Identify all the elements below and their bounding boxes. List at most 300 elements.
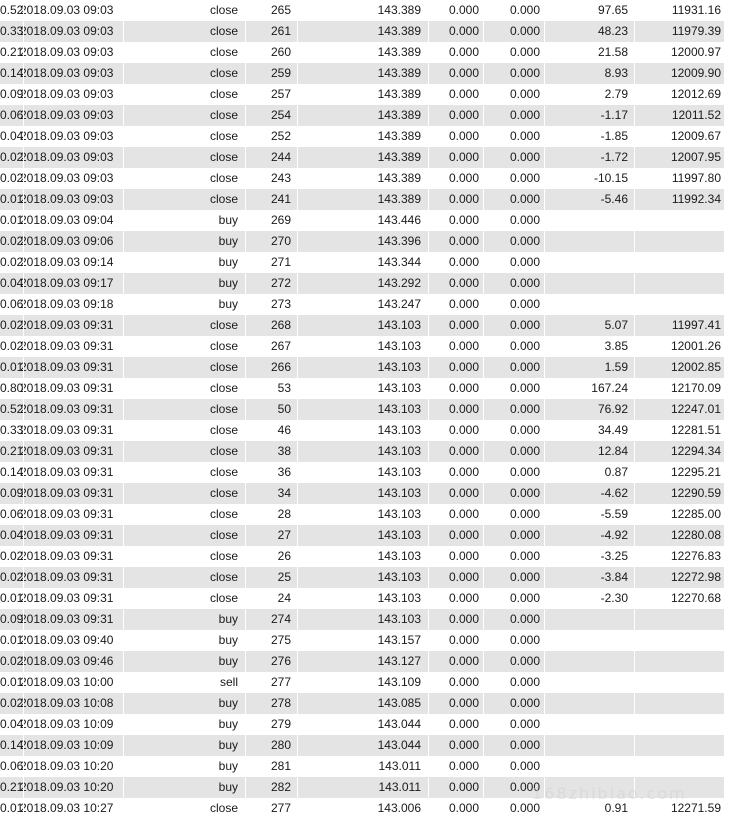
cell-price: 143.044 [346,735,429,756]
cell-sl: 0.000 [429,546,484,567]
cell-sl: 0.000 [429,567,484,588]
cell-profit: 1.59 [545,357,635,378]
table-row[interactable] [0,546,732,567]
cell-sl: 0.000 [429,462,484,483]
cell-type: buy [124,777,246,798]
cell-volume: 0.21 [0,441,24,462]
cell-price: 143.389 [346,84,429,105]
cell-profit: 34.49 [545,420,635,441]
cell-type: buy [124,714,246,735]
cell-time: 2018.09.03 10:08 [0,693,124,714]
cell-balance: 11979.39 [635,21,725,42]
table-row[interactable] [0,504,732,525]
cell-time: 2018.09.03 09:31 [0,357,124,378]
table-row[interactable] [0,609,732,630]
cell-time: 2018.09.03 09:31 [0,504,124,525]
cell-profit: 5.07 [545,315,635,336]
cell-volume: 0.04 [0,525,24,546]
cell-type: sell [124,672,246,693]
cell-order: 27 [246,525,298,546]
cell-time: 2018.09.03 09:17 [0,273,124,294]
cell-order: 268 [246,315,298,336]
table-row[interactable] [0,714,732,735]
cell-order: 36 [246,462,298,483]
cell-balance [635,714,725,735]
cell-order: 252 [246,126,298,147]
cell-tp: 0.000 [484,0,545,21]
cell-sl: 0.000 [429,630,484,651]
cell-order: 254 [246,105,298,126]
cell-sl: 0.000 [429,357,484,378]
cell-profit: 0.91 [545,798,635,819]
cell-time: 2018.09.03 09:31 [0,378,124,399]
table-row[interactable] [0,777,732,798]
cell-volume: 0.02 [0,336,24,357]
cell-profit [545,693,635,714]
cell-order: 272 [246,273,298,294]
cell-balance: 12000.97 [635,42,725,63]
cell-volume: 0.06 [0,756,24,777]
cell-sl: 0.000 [429,0,484,21]
cell-tp: 0.000 [484,588,545,609]
cell-sl: 0.000 [429,168,484,189]
cell-sl: 0.000 [429,252,484,273]
cell-sl: 0.000 [429,693,484,714]
cell-type: buy [124,693,246,714]
cell-time: 2018.09.03 09:03 [0,189,124,210]
cell-type: buy [124,609,246,630]
cell-type: buy [124,210,246,231]
table-row[interactable] [0,378,732,399]
cell-sl: 0.000 [429,756,484,777]
cell-time: 2018.09.03 09:31 [0,399,124,420]
cell-profit: 3.85 [545,336,635,357]
table-row[interactable] [0,252,732,273]
cell-time: 2018.09.03 10:00 [0,672,124,693]
cell-sl: 0.000 [429,105,484,126]
cell-profit: 48.23 [545,21,635,42]
table-row[interactable] [0,672,732,693]
table-row[interactable] [0,357,732,378]
cell-time: 2018.09.03 09:40 [0,630,124,651]
cell-sl: 0.000 [429,588,484,609]
cell-profit: -5.46 [545,189,635,210]
cell-volume: 0.33 [0,420,24,441]
cell-order: 276 [246,651,298,672]
cell-price: 143.446 [346,210,429,231]
cell-order: 271 [246,252,298,273]
cell-volume: 0.04 [0,126,24,147]
cell-time: 2018.09.03 09:31 [0,483,124,504]
cell-order: 282 [246,777,298,798]
table-row[interactable] [0,525,732,546]
cell-price: 143.103 [346,525,429,546]
cell-tp: 0.000 [484,252,545,273]
cell-price: 143.044 [346,714,429,735]
cell-time: 2018.09.03 09:46 [0,651,124,672]
cell-tp: 0.000 [484,231,545,252]
cell-tp: 0.000 [484,651,545,672]
table-row[interactable] [0,483,732,504]
cell-profit [545,630,635,651]
table-row[interactable] [0,441,732,462]
cell-price: 143.103 [346,609,429,630]
table-row[interactable] [0,567,732,588]
cell-order: 46 [246,420,298,441]
cell-tp: 0.000 [484,42,545,63]
cell-profit: 8.93 [545,63,635,84]
table-row[interactable] [0,651,732,672]
cell-type: close [124,21,246,42]
cell-sl: 0.000 [429,399,484,420]
cell-type: close [124,105,246,126]
cell-volume: 0.02 [0,231,24,252]
cell-price: 143.109 [346,672,429,693]
cell-volume: 0.02 [0,567,24,588]
cell-profit: 167.24 [545,378,635,399]
cell-price: 143.103 [346,483,429,504]
cell-order: 25 [246,567,298,588]
cell-price: 143.085 [346,693,429,714]
cell-time: 2018.09.03 09:31 [0,336,124,357]
cell-sl: 0.000 [429,378,484,399]
cell-volume: 0.01 [0,672,24,693]
cell-profit: -5.59 [545,504,635,525]
cell-price: 143.127 [346,651,429,672]
table-row[interactable] [0,231,732,252]
cell-time: 2018.09.03 09:18 [0,294,124,315]
cell-volume: 0.02 [0,693,24,714]
cell-order: 267 [246,336,298,357]
cell-sl: 0.000 [429,735,484,756]
cell-time: 2018.09.03 09:31 [0,441,124,462]
table-row[interactable] [0,189,732,210]
cell-balance [635,651,725,672]
cell-tp: 0.000 [484,126,545,147]
cell-type: close [124,84,246,105]
cell-volume: 0.33 [0,21,24,42]
cell-balance: 12285.00 [635,504,725,525]
cell-volume: 0.14 [0,63,24,84]
cell-order: 34 [246,483,298,504]
cell-tp: 0.000 [484,672,545,693]
cell-volume: 0.04 [0,714,24,735]
table-row[interactable] [0,273,732,294]
cell-type: buy [124,756,246,777]
cell-type: buy [124,735,246,756]
cell-order: 260 [246,42,298,63]
cell-type: buy [124,294,246,315]
cell-balance: 11997.41 [635,315,725,336]
table-row[interactable] [0,630,732,651]
cell-order: 50 [246,399,298,420]
cell-tp: 0.000 [484,21,545,42]
cell-tp: 0.000 [484,273,545,294]
cell-type: close [124,336,246,357]
cell-profit: -3.84 [545,567,635,588]
cell-type: close [124,168,246,189]
cell-volume: 0.02 [0,651,24,672]
cell-price: 143.389 [346,126,429,147]
cell-price: 143.344 [346,252,429,273]
cell-price: 143.389 [346,42,429,63]
cell-sl: 0.000 [429,315,484,336]
cell-volume: 0.52 [0,399,24,420]
cell-type: close [124,357,246,378]
cell-tp: 0.000 [484,168,545,189]
cell-balance: 12272.98 [635,567,725,588]
cell-profit: 76.92 [545,399,635,420]
table-row[interactable] [0,693,732,714]
cell-order: 269 [246,210,298,231]
cell-tp: 0.000 [484,756,545,777]
cell-volume: 0.02 [0,147,24,168]
cell-volume: 0.01 [0,189,24,210]
cell-balance [635,777,725,798]
cell-type: close [124,462,246,483]
cell-time: 2018.09.03 09:14 [0,252,124,273]
cell-order: 26 [246,546,298,567]
table-row[interactable] [0,42,732,63]
cell-sl: 0.000 [429,420,484,441]
cell-tp: 0.000 [484,504,545,525]
cell-order: 259 [246,63,298,84]
cell-time: 2018.09.03 09:03 [0,21,124,42]
cell-time: 2018.09.03 09:31 [0,609,124,630]
cell-balance: 12009.67 [635,126,725,147]
cell-price: 143.389 [346,105,429,126]
cell-sl: 0.000 [429,714,484,735]
cell-sl: 0.000 [429,231,484,252]
cell-order: 279 [246,714,298,735]
cell-balance: 12007.95 [635,147,725,168]
cell-tp: 0.000 [484,294,545,315]
cell-price: 143.389 [346,147,429,168]
cell-order: 257 [246,84,298,105]
cell-price: 143.389 [346,168,429,189]
table-row[interactable] [0,210,732,231]
cell-sl: 0.000 [429,441,484,462]
cell-tp: 0.000 [484,105,545,126]
table-row[interactable] [0,588,732,609]
cell-tp: 0.000 [484,336,545,357]
cell-price: 143.157 [346,630,429,651]
cell-price: 143.389 [346,21,429,42]
cell-type: close [124,315,246,336]
cell-volume: 0.01 [0,798,24,819]
table-row[interactable] [0,420,732,441]
cell-balance: 11931.16 [635,0,725,21]
cell-tp: 0.000 [484,147,545,168]
cell-tp: 0.000 [484,378,545,399]
cell-price: 143.396 [346,231,429,252]
cell-tp: 0.000 [484,735,545,756]
cell-tp: 0.000 [484,525,545,546]
cell-time: 2018.09.03 09:03 [0,0,124,21]
table-row[interactable] [0,798,732,819]
cell-tp: 0.000 [484,399,545,420]
cell-type: buy [124,273,246,294]
cell-volume: 0.09 [0,483,24,504]
table-row[interactable] [0,63,732,84]
cell-price: 143.103 [346,462,429,483]
table-row[interactable] [0,336,732,357]
cell-time: 2018.09.03 10:09 [0,714,124,735]
cell-volume: 0.01 [0,357,24,378]
cell-order: 278 [246,693,298,714]
cell-time: 2018.09.03 09:31 [0,525,124,546]
cell-type: close [124,546,246,567]
cell-sl: 0.000 [429,777,484,798]
cell-sl: 0.000 [429,21,484,42]
cell-balance: 12280.08 [635,525,725,546]
cell-tp: 0.000 [484,420,545,441]
cell-price: 143.103 [346,336,429,357]
cell-type: close [124,189,246,210]
cell-time: 2018.09.03 09:03 [0,126,124,147]
cell-order: 261 [246,21,298,42]
cell-order: 53 [246,378,298,399]
cell-volume: 0.14 [0,462,24,483]
cell-price: 143.247 [346,294,429,315]
cell-profit [545,273,635,294]
cell-balance [635,735,725,756]
cell-profit [545,231,635,252]
cell-sl: 0.000 [429,126,484,147]
cell-profit [545,294,635,315]
cell-order: 281 [246,756,298,777]
cell-balance: 12012.69 [635,84,725,105]
cell-balance [635,252,725,273]
cell-price: 143.006 [346,798,429,819]
cell-order: 273 [246,294,298,315]
cell-time: 2018.09.03 09:03 [0,147,124,168]
cell-profit: -1.17 [545,105,635,126]
cell-volume: 0.01 [0,588,24,609]
cell-time: 2018.09.03 09:06 [0,231,124,252]
cell-balance [635,756,725,777]
cell-tp: 0.000 [484,609,545,630]
cell-price: 143.103 [346,441,429,462]
cell-price: 143.103 [346,357,429,378]
cell-tp: 0.000 [484,357,545,378]
table-row[interactable] [0,399,732,420]
table-row[interactable] [0,84,732,105]
cell-order: 277 [246,798,298,819]
table-row[interactable] [0,147,732,168]
cell-tp: 0.000 [484,777,545,798]
cell-order: 270 [246,231,298,252]
cell-profit: 12.84 [545,441,635,462]
cell-time: 2018.09.03 09:03 [0,168,124,189]
cell-profit: 97.65 [545,0,635,21]
cell-tp: 0.000 [484,567,545,588]
cell-type: buy [124,252,246,273]
cell-type: close [124,567,246,588]
cell-volume: 0.09 [0,609,24,630]
cell-type: close [124,399,246,420]
table-row[interactable] [0,126,732,147]
cell-order: 243 [246,168,298,189]
cell-balance [635,630,725,651]
cell-profit: -4.62 [545,483,635,504]
cell-time: 2018.09.03 09:03 [0,63,124,84]
cell-sl: 0.000 [429,273,484,294]
cell-profit: 21.58 [545,42,635,63]
cell-balance [635,273,725,294]
table-row[interactable] [0,294,732,315]
cell-balance: 12294.34 [635,441,725,462]
cell-balance [635,231,725,252]
cell-time: 2018.09.03 09:03 [0,105,124,126]
cell-balance: 12170.09 [635,378,725,399]
cell-balance: 11997.80 [635,168,725,189]
cell-profit: -1.85 [545,126,635,147]
cell-price: 143.389 [346,63,429,84]
table-row[interactable] [0,21,732,42]
cell-volume: 0.06 [0,105,24,126]
cell-type: close [124,483,246,504]
cell-price: 143.389 [346,189,429,210]
cell-order: 274 [246,609,298,630]
cell-time: 2018.09.03 09:03 [0,84,124,105]
table-row[interactable] [0,735,732,756]
cell-volume: 0.06 [0,294,24,315]
cell-volume: 0.14 [0,735,24,756]
table-row[interactable] [0,315,732,336]
cell-price: 143.103 [346,315,429,336]
cell-time: 2018.09.03 09:03 [0,42,124,63]
cell-profit: -1.72 [545,147,635,168]
cell-tp: 0.000 [484,714,545,735]
cell-volume: 0.80 [0,378,24,399]
cell-type: close [124,63,246,84]
cell-tp: 0.000 [484,441,545,462]
cell-order: 275 [246,630,298,651]
table-row[interactable] [0,462,732,483]
cell-balance: 12247.01 [635,399,725,420]
cell-sl: 0.000 [429,525,484,546]
cell-tp: 0.000 [484,462,545,483]
cell-balance: 12295.21 [635,462,725,483]
cell-profit [545,651,635,672]
cell-type: close [124,378,246,399]
cell-profit: -4.92 [545,525,635,546]
cell-tp: 0.000 [484,798,545,819]
table-row[interactable] [0,168,732,189]
cell-order: 265 [246,0,298,21]
cell-type: buy [124,231,246,252]
cell-volume: 0.06 [0,504,24,525]
cell-order: 241 [246,189,298,210]
cell-balance: 12290.59 [635,483,725,504]
table-row[interactable] [0,105,732,126]
cell-sl: 0.000 [429,84,484,105]
cell-sl: 0.000 [429,798,484,819]
cell-profit [545,714,635,735]
cell-tp: 0.000 [484,315,545,336]
cell-tp: 0.000 [484,210,545,231]
table-row[interactable] [0,0,732,21]
cell-sl: 0.000 [429,210,484,231]
cell-profit [545,252,635,273]
table-row[interactable] [0,756,732,777]
cell-profit: -3.25 [545,546,635,567]
cell-balance: 12276.83 [635,546,725,567]
cell-type: close [124,420,246,441]
cell-balance: 12002.85 [635,357,725,378]
cell-order: 277 [246,672,298,693]
